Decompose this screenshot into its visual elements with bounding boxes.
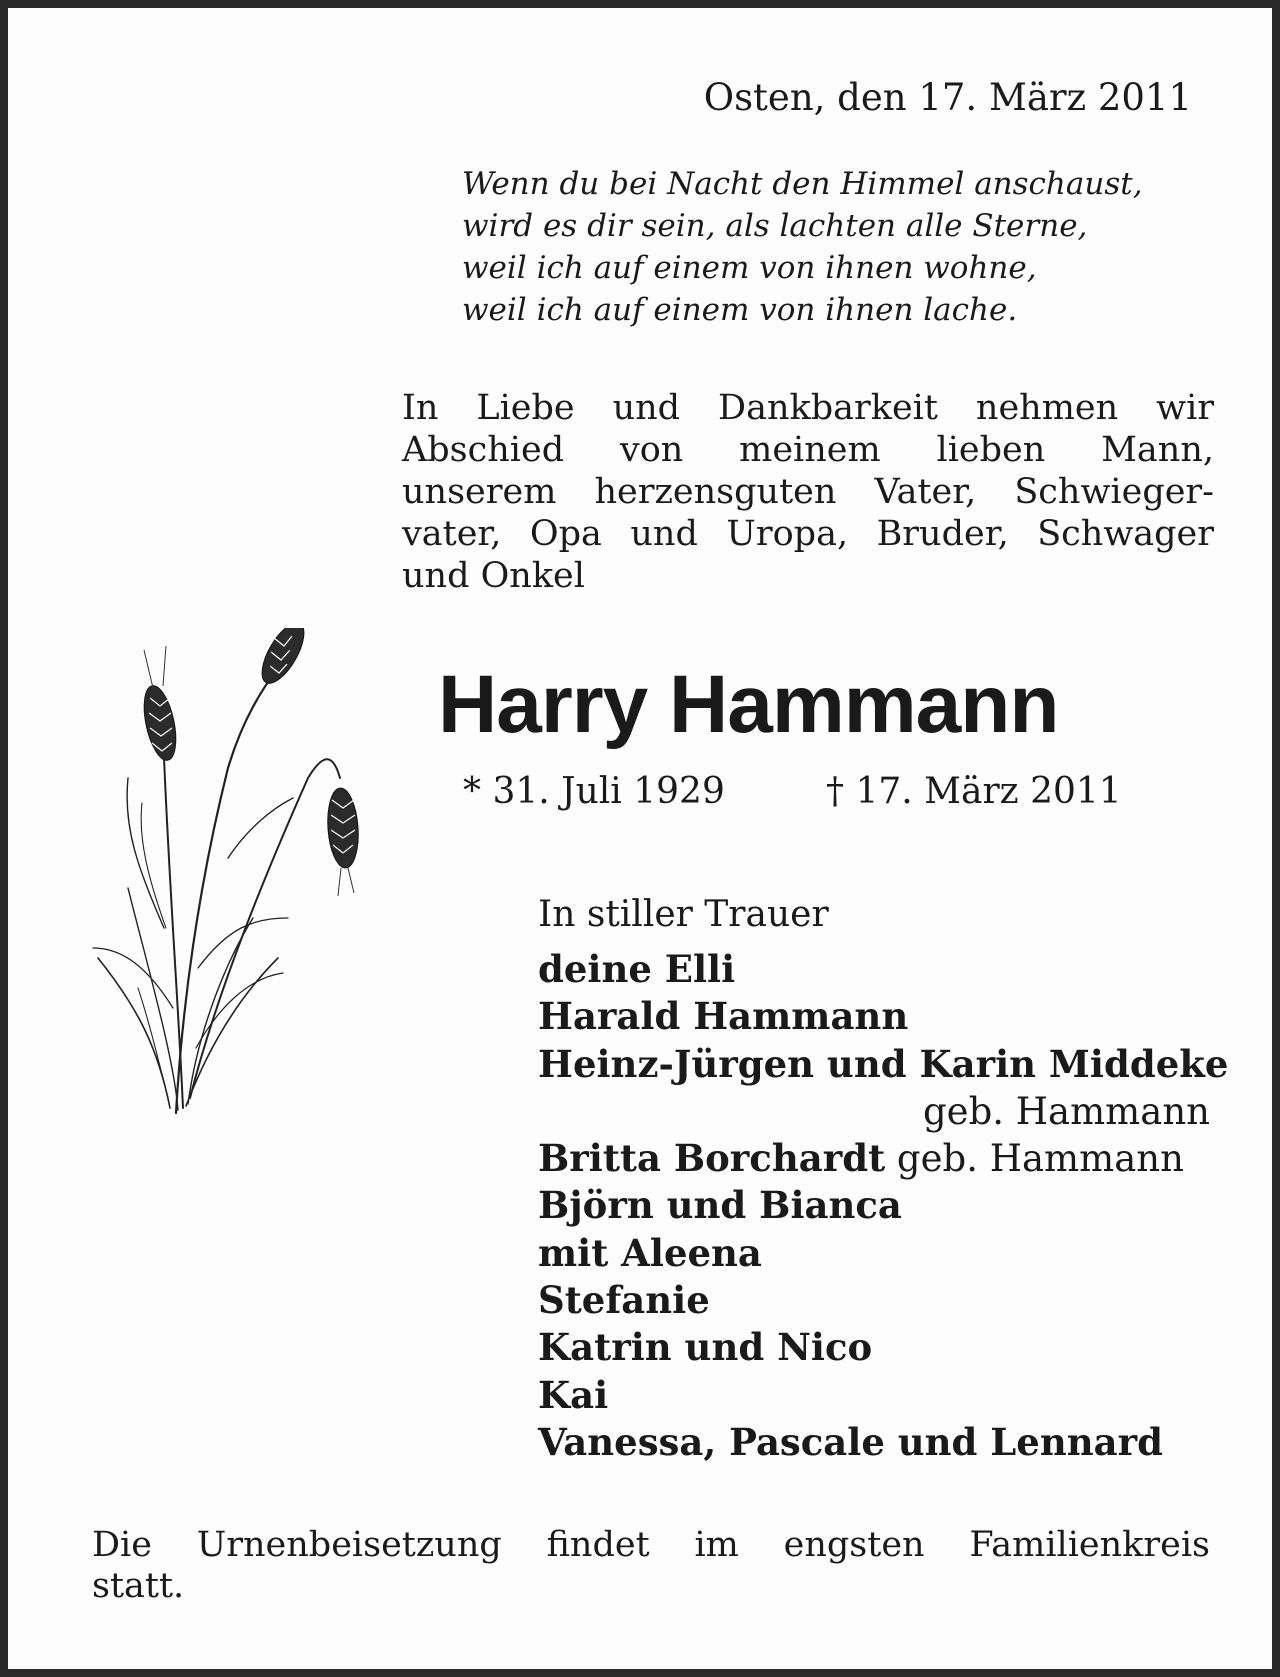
mourner: Björn und Bianca [538,1183,902,1228]
mourner-maiden-name: geb. Hammann [922,1089,1210,1133]
mourner-name: Britta Borchardt [538,1136,886,1181]
mourner: Kai [538,1372,609,1417]
mourner-maiden-name: geb. Hammann [885,1137,1184,1181]
place-date: Osten, den 17. März 2011 [703,76,1192,119]
mourner [538,1135,1210,1182]
intro-line: vater, Opa und Uropa, Bruder, Schwager [402,514,1214,554]
intro-line: Abschied von meinem lieben Mann, [402,430,1214,470]
mourner: deine Elli [538,947,736,991]
closing-text [92,1525,1210,1607]
poem-line: wird es dir sein, als lachten alle Sterne, [462,208,1088,244]
closing-line: statt. [92,1566,185,1606]
closing-line: Die Urnenbeisetzung findet im engsten Familienkreis [92,1525,1210,1565]
intro-line: und Onkel [402,556,585,596]
poem [462,163,1143,331]
mourner: Stefanie [538,1278,710,1323]
mourner: Harald Hammann [538,994,909,1039]
poem-line: weil ich auf einem von ihnen lache. [462,292,1018,328]
poem-line: Wenn du bei Nacht den Himmel anschaust, [462,166,1143,202]
intro-line: In Liebe und Dankbarkeit nehmen wir [402,388,1214,428]
mourner: Vanessa, Pascale und Lennard [538,1419,1163,1464]
intro-line: unserem herzensguten Vater, Schwieger- [402,472,1214,512]
wheat-stalks-icon [78,628,378,1208]
mourners-list [538,946,1229,1466]
intro-text [402,387,1214,597]
mourner: Heinz-Jürgen und Karin Middeke [538,1041,1229,1086]
death-date: † 17. März 2011 [826,771,1122,812]
mourner: Katrin und Nico [538,1325,873,1370]
birth-date: * 31. Juli 1929 [463,771,725,812]
poem-line: weil ich auf einem von ihnen wohne, [462,250,1037,286]
mourner: mit Aleena [538,1230,762,1275]
mourning-intro: In stiller Trauer [538,894,829,935]
deceased-name: Harry Hammann [438,659,1059,750]
